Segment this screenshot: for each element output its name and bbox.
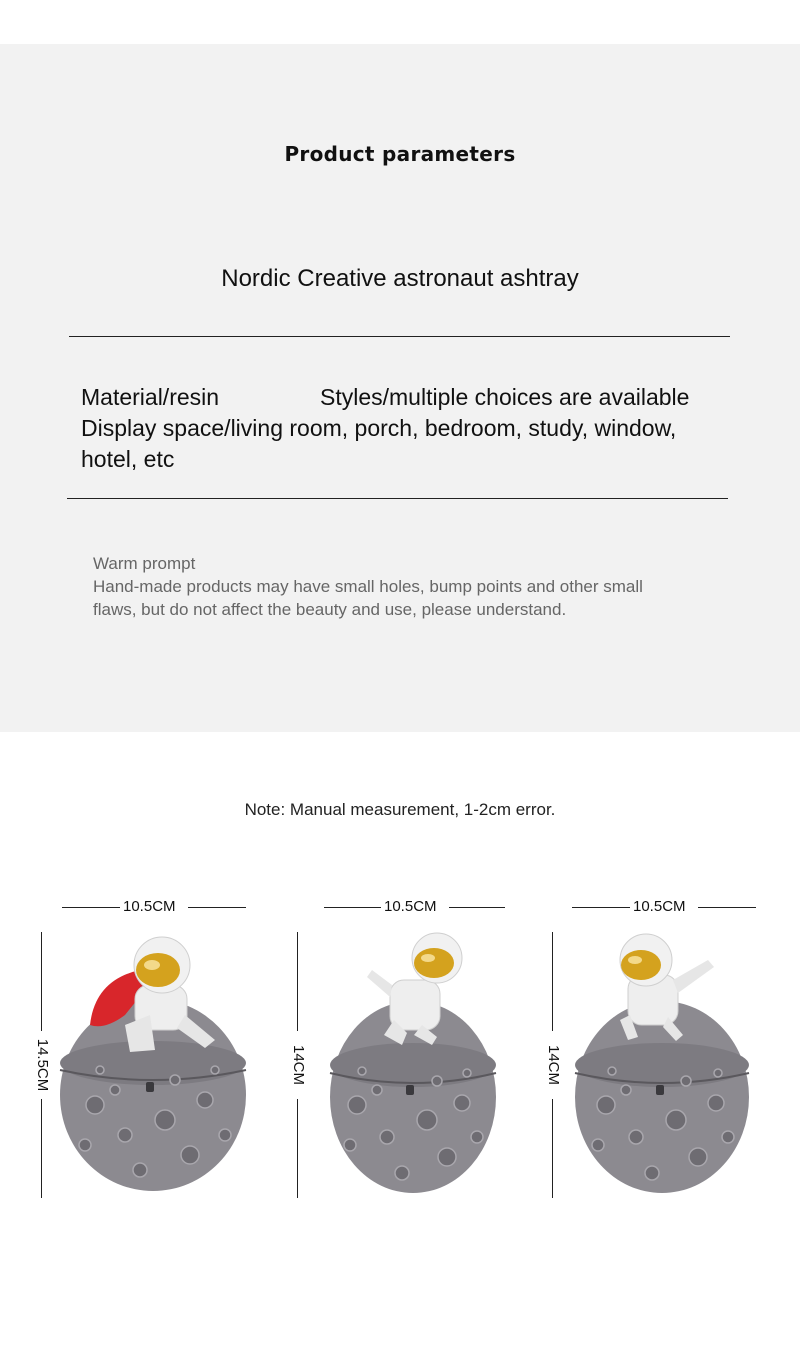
height-dimension-2 <box>288 932 308 1198</box>
height-label-2: 14CM <box>290 1044 307 1085</box>
warm-prompt-title: Warm prompt <box>93 554 196 573</box>
astronaut-ashtray-1 <box>55 930 255 1200</box>
height-label-1: 14.5CM <box>34 1038 51 1092</box>
width-label-2: 10.5CM <box>384 898 437 915</box>
astronaut-ashtray-2 <box>312 925 512 1200</box>
width-label-1: 10.5CM <box>123 898 176 915</box>
astronaut-ashtray-3 <box>568 925 768 1200</box>
warm-prompt-line1: Hand-made products may have small holes, bump points and other small <box>93 577 643 596</box>
product-name: Nordic Creative astronaut ashtray <box>221 265 579 292</box>
warm-prompt-line2: flaws, but do not affect the beauty and use, please understand. <box>93 600 567 619</box>
width-dimension-3 <box>572 897 756 917</box>
warm-prompt <box>93 552 643 621</box>
height-label-3: 14CM <box>545 1044 562 1085</box>
measurement-note: Note: Manual measurement, 1-2cm error. <box>244 800 556 819</box>
height-dimension-1 <box>32 932 52 1198</box>
width-dimension-1 <box>62 897 246 917</box>
spec-material: Material/resin <box>81 384 220 410</box>
divider-bottom <box>67 498 728 499</box>
divider-top <box>69 336 730 337</box>
section-title: Product parameters <box>284 142 516 166</box>
spec-display-space-line1: Display space/living room, porch, bedroom, study, window, <box>81 415 677 441</box>
width-dimension-2 <box>324 897 505 917</box>
height-dimension-3 <box>543 932 563 1198</box>
spec-styles: Styles/multiple choices are available <box>320 384 690 410</box>
spec-display-space-line2: hotel, etc <box>81 446 175 472</box>
width-label-3: 10.5CM <box>633 898 686 915</box>
